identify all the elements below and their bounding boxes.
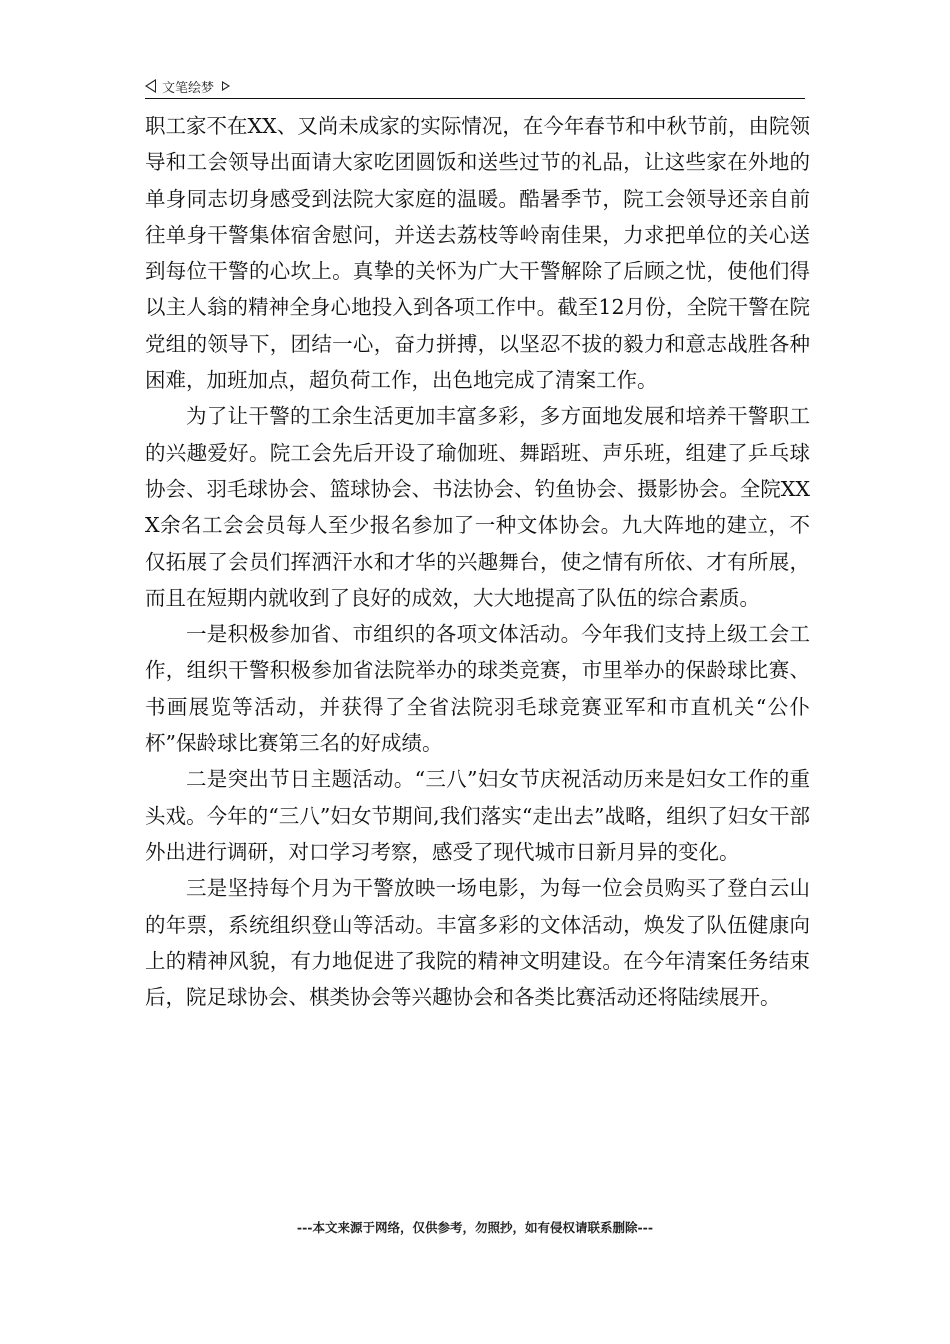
footer-disclaimer: ---本文来源于网络，仅供参考，勿照抄，如有侵权请联系删除--- <box>296 1220 654 1235</box>
document-body <box>145 108 810 1015</box>
triangle-right-outline-icon <box>222 81 230 91</box>
triangle-left-outline-icon <box>145 79 156 93</box>
paragraph-continued: 职工家不在XX、又尚未成家的实际情况，在今年春节和中秋节前，由院领导和工会领导出面请大家吃团圆饭和送些过节的礼品，让这些家在外地的单身同志切身感受到法院大家庭的温暖。酷暑季节，院工会领导还亲自前往单身干警集体宿舍慰问，并送去荔枝等岭南佳果，力求把单位的关心送到每位干警的心坎上。真挚的关怀为广大干警解除了后顾之忧，使他们得以主人翁的精神全身心地投入到各项工作中。截至12月份，全院干警在院党组的领导下，团结一心，奋力拼搏，以坚忍不拔的毅力和意志战胜各种困难，加班加点，超负荷工作，出色地完成了清案工作。 <box>145 114 810 393</box>
paragraph: 三是坚持每个月为干警放映一场电影，为每一位会员购买了登白云山的年票，系统组织登山等活动。丰富多彩的文体活动，焕发了队伍健康向上的精神风貌，有力地促进了我院的精神文明建设。在今年清案任务结束后，院足球协会、棋类协会等兴趣协会和各类比赛活动还将陆续展开。 <box>145 876 810 1010</box>
header-title: 文笔绘梦 <box>162 80 215 96</box>
header-divider <box>145 98 805 99</box>
paragraph: 二是突出节日主题活动。“三八”妇女节庆祝活动历来是妇女工作的重头戏。今年的“三八”妇女节期间,我们落实“走出去”战略，组织了妇女干部外出进行调研，对口学习考察，感受了现代城市日新月异的变化。 <box>145 767 810 864</box>
paragraph: 一是积极参加省、市组织的各项文体活动。今年我们支持上级工会工作，组织干警积极参加省法院举办的球类竞赛，市里举办的保龄球比赛、书画展览等活动，并获得了全省法院羽毛球竞赛亚军和市直机关“公仆杯”保龄球比赛第三名的好成绩。 <box>145 622 810 756</box>
page-header <box>145 73 805 99</box>
paragraph: 为了让干警的工余生活更加丰富多彩，多方面地发展和培养干警职工的兴趣爱好。院工会先后开设了瑜伽班、舞蹈班、声乐班，组建了乒乓球协会、羽毛球协会、篮球协会、书法协会、钓鱼协会、摄影协会。全院XXX余名工会会员每人至少报名参加了一种文体协会。九大阵地的建立，不仅拓展了会员们挥洒汗水和才华的兴趣舞台，使之情有所依、才有所展，而且在短期内就收到了良好的成效，大大地提高了队伍的综合素质。 <box>145 404 810 610</box>
